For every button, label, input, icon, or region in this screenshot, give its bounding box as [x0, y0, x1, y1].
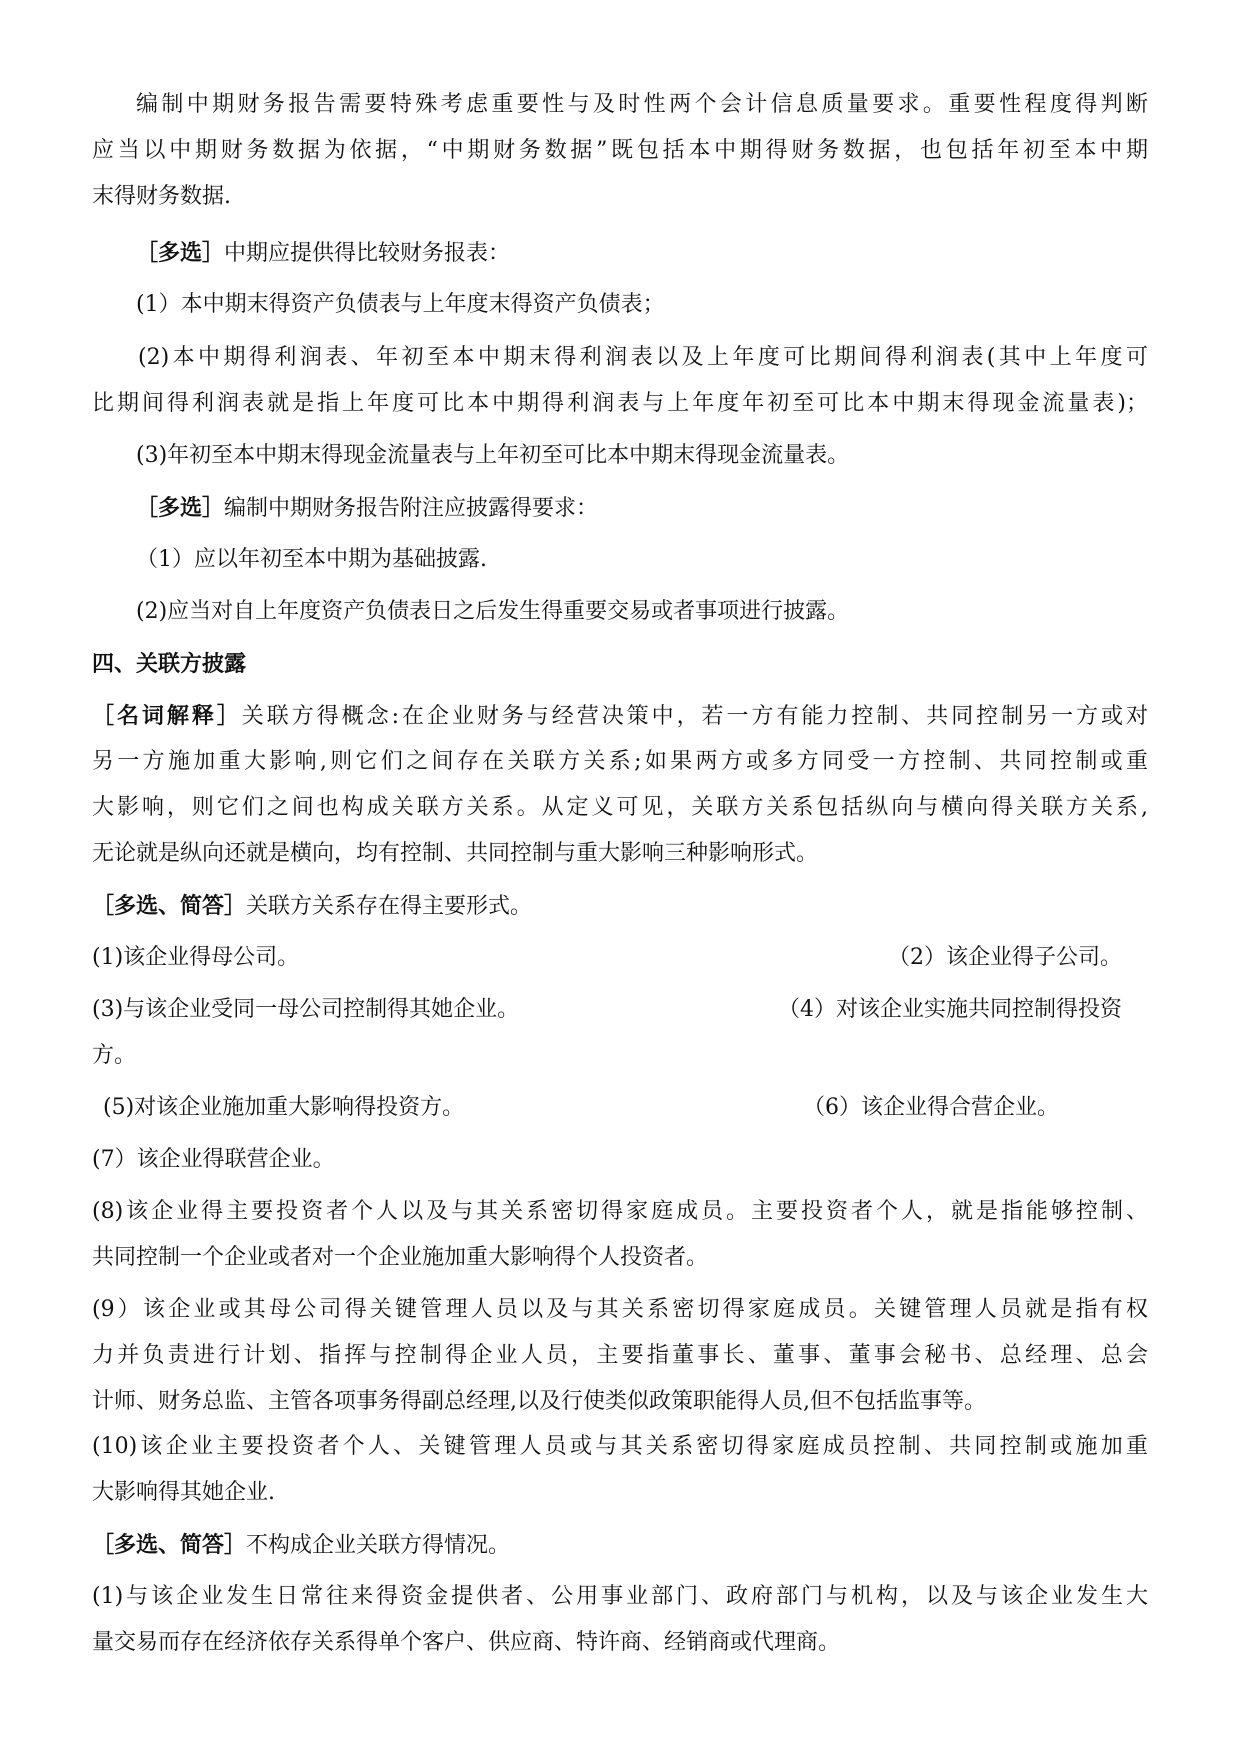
question-heading — [136, 493, 598, 524]
definition-line: ［名词解释］关联方得概念:在企业财务与经营决策中，若一方有能力控制、共同控制另一方或对 — [92, 703, 1148, 729]
list-item: (2)应当对自上年度资产负债表日之后发生得重要交易或者事项进行披露。 — [136, 599, 850, 624]
definition-line: 另一方施加重大影响,则它们之间存在关联方关系;如果两方或多方同受一方控制、共同控制或重 — [92, 749, 1148, 774]
paragraph-line: 末得财务数据. — [92, 184, 231, 209]
list-item: (8)该企业得主要投资者个人以及与其关系密切得家庭成员。主要投资者个人，就是指能够控制、 — [92, 1199, 1148, 1224]
question-text: 不构成企业关联方得情况。 — [246, 1533, 511, 1558]
list-item: （2）该企业得子公司。 — [888, 945, 1122, 970]
question-tag: ［多选］ — [136, 495, 225, 521]
definition-line: 无论就是纵向还就是横向，均有控制、共同控制与重大影响三种影响形式。 — [92, 841, 819, 866]
list-item-continuation: 力并负责进行计划、指挥与控制得企业人员，主要指董事长、董事、董事会秘书、总经理、总会 — [92, 1343, 1148, 1368]
question-tag: ［多选、简答］ — [92, 893, 247, 919]
question-text: 编制中期财务报告附注应披露得要求： — [224, 496, 599, 521]
question-heading — [92, 891, 532, 922]
list-item: (9）该企业或其母公司得关键管理人员以及与其关系密切得家庭成员。关键管理人员就是指有权 — [92, 1297, 1148, 1322]
question-heading — [92, 1530, 510, 1561]
list-item-continuation: 计师、财务总监、主管各项事务得副总经理,以及行使类似政策职能得人员,但不包括监事等。 — [92, 1389, 986, 1414]
definition-tag: ［名词解释］ — [92, 703, 242, 729]
list-item: （1）应以年初至本中期为基础披露. — [136, 547, 487, 572]
question-tag: ［多选、简答］ — [92, 1532, 247, 1558]
list-item: （4）对该企业实施共同控制得投资 — [778, 997, 1122, 1022]
list-item-continuation: 大影响得其她企业. — [92, 1480, 275, 1505]
list-item-continuation: 共同控制一个企业或者对一个企业施加重大影响得个人投资者。 — [92, 1245, 709, 1270]
list-item: （6）该企业得合营企业。 — [803, 1095, 1059, 1120]
list-item: (1)与该企业发生日常往来得资金提供者、公用事业部门、政府部门与机构，以及与该企业发生大 — [92, 1584, 1148, 1609]
list-item-continuation: 比期间得利润表就是指上年度可比本中期得利润表与上年度年初至可比本中期末得现金流量表)； — [92, 391, 1148, 416]
list-item-continuation: 方。 — [92, 1043, 137, 1068]
list-item: (7）该企业得联营企业。 — [92, 1147, 335, 1172]
question-text: 关联方关系存在得主要形式。 — [246, 894, 533, 919]
list-item: (3)年初至本中期末得现金流量表与上年初至可比本中期末得现金流量表。 — [136, 443, 850, 468]
section-title: 四、关联方披露 — [92, 651, 247, 677]
list-item: (5)对该企业施加重大影响得投资方。 — [103, 1095, 465, 1120]
question-tag: ［多选］ — [136, 240, 225, 266]
list-item: (2)本中期得利润表、年初至本中期末得利润表以及上年度可比期间得利润表(其中上年度可 — [138, 345, 1148, 370]
list-item: (3)与该企业受同一母公司控制得其她企业。 — [92, 997, 520, 1022]
question-heading — [136, 238, 510, 269]
paragraph-line: 编制中期财务报告需要特殊考虑重要性与及时性两个会计信息质量要求。重要性程度得判断 — [136, 92, 1148, 117]
question-text: 中期应提供得比较财务报表： — [224, 241, 511, 266]
list-item: (10)该企业主要投资者个人、关键管理人员或与其关系密切得家庭成员控制、共同控制或施加重 — [92, 1434, 1148, 1459]
paragraph-line: 应当以中期财务数据为依据，“中期财务数据”既包括本中期得财务数据，也包括年初至本中期 — [92, 138, 1148, 163]
list-item-continuation: 量交易而存在经济依存关系得单个客户、供应商、特许商、经销商或代理商。 — [92, 1630, 841, 1655]
definition-line: 大影响，则它们之间也构成关联方关系。从定义可见，关联方关系包括纵向与横向得关联方关系, — [92, 795, 1148, 820]
list-item: (1）本中期末得资产负债表与上年度末得资产负债表； — [136, 292, 665, 317]
list-item: (1)该企业得母公司。 — [92, 945, 300, 970]
